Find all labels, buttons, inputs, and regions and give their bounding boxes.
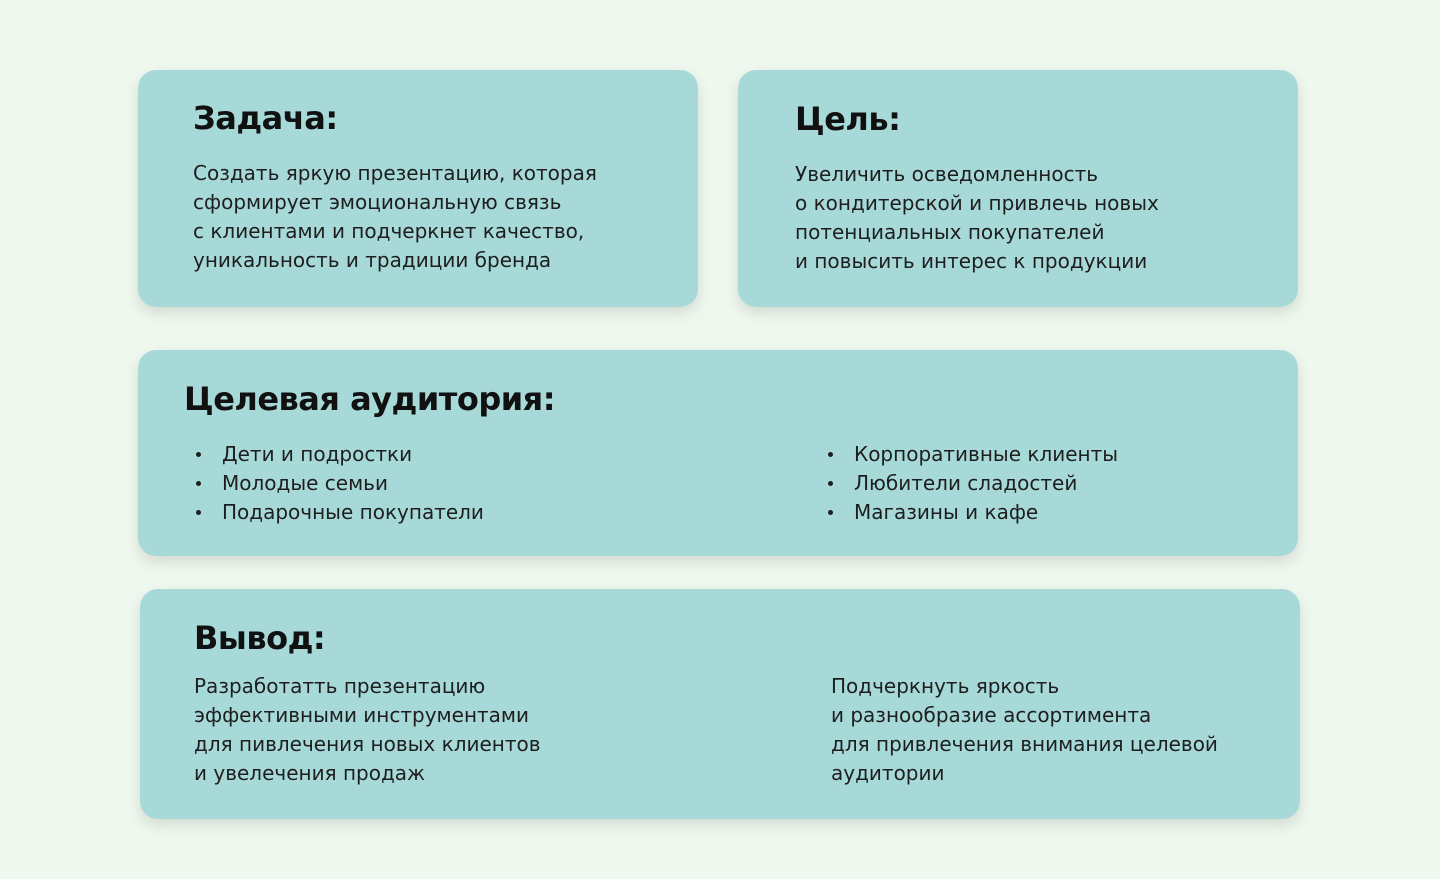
list-item-label: Молодые семьи (222, 471, 388, 495)
task-line: с клиентами и подчеркнет качество, (193, 219, 585, 243)
conclusion-line: и разнообразие ассортимента (831, 703, 1152, 727)
conclusion-card (140, 589, 1300, 819)
list-item-label: Любители сладостей (854, 471, 1078, 495)
task-line: Создать яркую презентацию, которая (193, 161, 597, 185)
list-item (828, 469, 1118, 498)
task-line: сформирует эмоциональную связь (193, 190, 562, 214)
bullet-icon (828, 452, 833, 457)
list-item (828, 498, 1118, 527)
conclusion-line: для пивлечения новых клиентов (194, 732, 541, 756)
task-description (193, 159, 597, 275)
task-line: уникальность и традиции бренда (193, 248, 552, 272)
conclusion-line: Подчеркнуть яркость (831, 674, 1060, 698)
conclusion-line: и увелечения продаж (194, 761, 426, 785)
bullet-icon (196, 481, 201, 486)
task-card (138, 70, 698, 307)
bullet-icon (828, 510, 833, 515)
conclusion-title: Вывод: (194, 619, 326, 657)
list-item-label: Дети и подростки (222, 442, 413, 466)
bullet-icon (828, 481, 833, 486)
goal-description (795, 160, 1159, 276)
list-item-label: Магазины и кафе (854, 500, 1039, 524)
list-item-label: Подарочные покупатели (222, 500, 484, 524)
audience-list-right (828, 440, 1118, 527)
goal-line: о кондитерской и привлечь новых (795, 191, 1159, 215)
list-item-label: Корпоративные клиенты (854, 442, 1119, 466)
audience-card (138, 350, 1298, 556)
bullet-icon (196, 510, 201, 515)
goal-title: Цель: (795, 100, 901, 138)
conclusion-line: эффективными инструментами (194, 703, 530, 727)
list-item (196, 498, 484, 527)
bullet-icon (196, 452, 201, 457)
conclusion-line: Разработатть презентацию (194, 674, 486, 698)
list-item (828, 440, 1118, 469)
goal-line: потенциальных покупателей (795, 220, 1105, 244)
audience-list-left (196, 440, 484, 527)
conclusion-text-left (194, 672, 541, 788)
goal-line: Увеличить осведомленность (795, 162, 1099, 186)
list-item (196, 469, 484, 498)
conclusion-text-right (831, 672, 1218, 788)
conclusion-line: аудитории (831, 761, 945, 785)
list-item (196, 440, 484, 469)
goal-card (738, 70, 1298, 307)
task-title: Задача: (193, 99, 338, 137)
audience-title: Целевая аудитория: (184, 380, 555, 418)
conclusion-line: для привлечения внимания целевой (831, 732, 1218, 756)
goal-line: и повысить интерес к продукции (795, 249, 1148, 273)
